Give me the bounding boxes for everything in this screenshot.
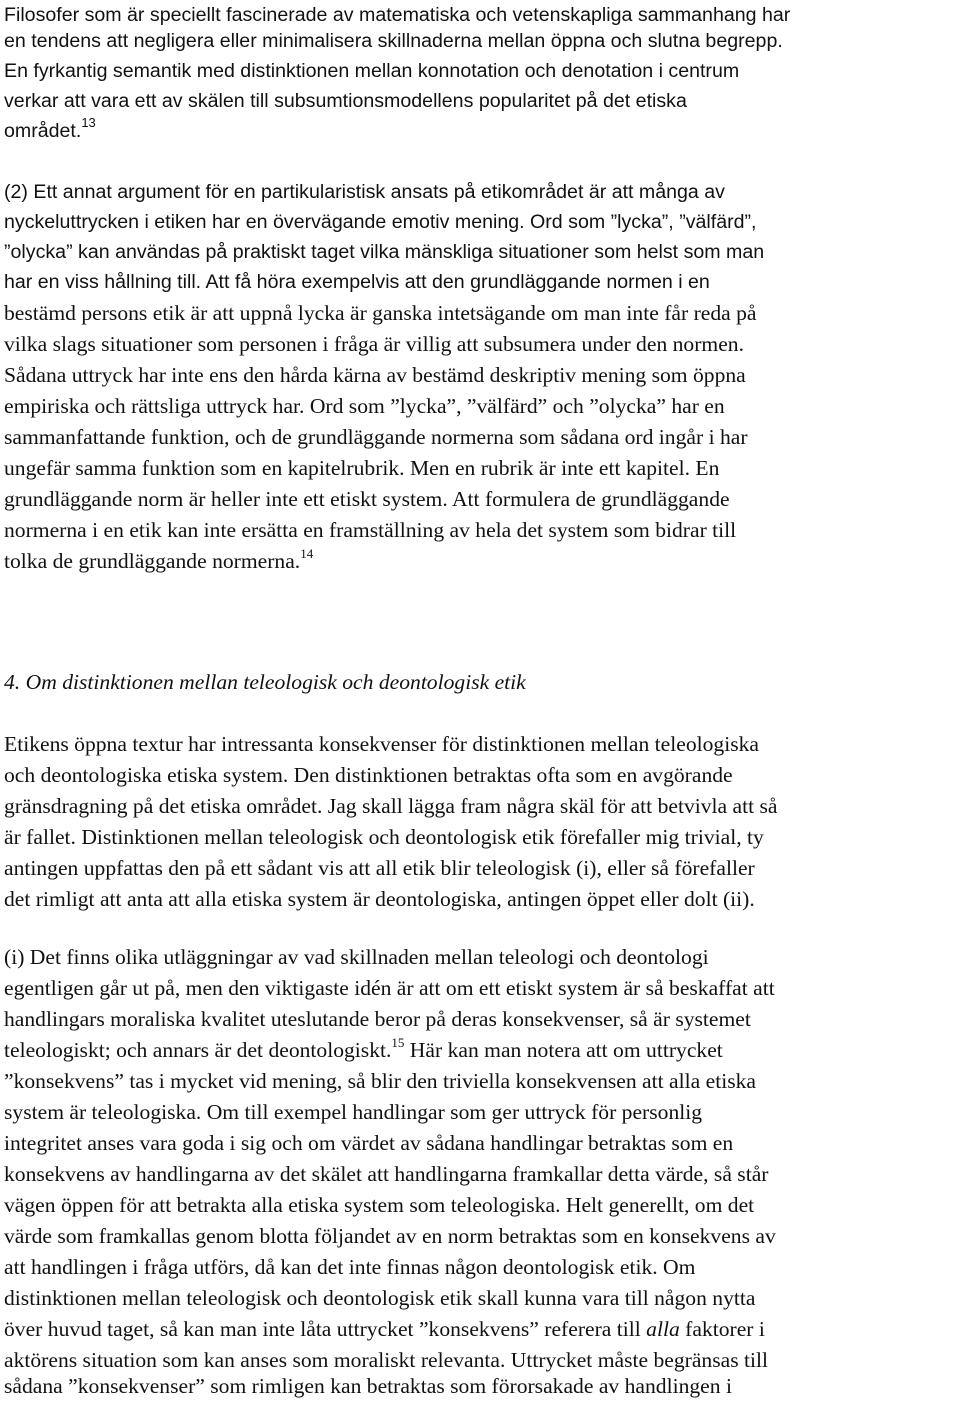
text-line (4, 1314, 765, 1344)
text-line: vägen öppen för att betrakta alla etiska system som teleologiska. Helt generellt, om det (4, 1193, 755, 1217)
text-line (4, 546, 313, 576)
footnote-marker: 14 (300, 546, 314, 561)
text-line: ”olycka” kan användas på praktiskt taget vilka mänskliga situationer som helst som man (4, 241, 765, 263)
text-line: nyckeluttrycken i etiken har en övervägande emotiv mening. Ord som ”lycka”, ”välfärd”, (4, 211, 757, 233)
text-line: (2) Ett annat argument för en partikularistisk ansats på etikområdet är att många av (4, 181, 725, 203)
text-line: integritet anses vara goda i sig och om värdet av sådana handlingar betraktas som en (4, 1131, 734, 1155)
text-line: Filosofer som är speciellt fascinerade av matematiska och vetenskapliga sammanhang har (4, 4, 791, 26)
text-line: antingen uppfattas den på ett sådant vis att all etik blir teleologisk (i), eller så förefaller (4, 856, 755, 880)
text-line: normerna i en etik kan inte ersätta en framställning av hela det system som bidrar till (4, 518, 737, 542)
text-line: vilka slags situationer som personen i fråga är villig att subsumera under den normen. (4, 332, 744, 356)
footnote-marker: 15 (391, 1035, 405, 1050)
line-text: området. (4, 120, 82, 142)
emphasis-text: alla (646, 1317, 680, 1341)
text-line (4, 116, 96, 146)
text-line: och deontologiska etiska system. Den distinktionen betraktas ofta som en avgörande (4, 763, 733, 787)
line-text: teleologiskt; och annars är det deontologiskt. (4, 1038, 392, 1062)
line-text: över huvud taget, så kan man inte låta uttrycket ”konsekvens” referera till (4, 1317, 647, 1341)
text-line: en tendens att negligera eller minimalisera skillnaderna mellan öppna och slutna begrepp. (4, 30, 783, 52)
text-line: det rimligt att anta att alla etiska system är deontologiska, antingen öppet eller dolt (ii). (4, 887, 755, 911)
section-title: Om distinktionen mellan teleologisk och deontologisk etik (25, 670, 526, 694)
text-line: värde som framkallas genom blotta följandet av en norm betraktas som en konsekvens av (4, 1224, 776, 1248)
text-line: ”konsekvens” tas i mycket vid mening, så blir den triviella konsekvensen att alla etiska (4, 1069, 756, 1093)
line-text: tolka de grundläggande normerna. (4, 549, 301, 573)
text-line (4, 1035, 723, 1065)
text-line: ungefär samma funktion som en kapitelrubrik. Men en rubrik är inte ett kapitel. En (4, 456, 720, 480)
text-line: empiriska och rättsliga uttryck har. Ord som ”lycka”, ”välfärd” och ”olycka” har en (4, 394, 725, 418)
text-line: sådana ”konsekvenser” som rimligen kan betraktas som förorsakade av handlingen i (4, 1374, 732, 1398)
footnote-marker: 13 (81, 115, 96, 130)
text-line: aktörens situation som kan anses som moraliskt relevanta. Uttrycket måste begränsas till (4, 1348, 768, 1372)
text-line: egentligen går ut på, men den viktigaste idén är att om ett etiskt system är så beskaffat att (4, 976, 775, 1000)
line-text: Här kan man notera att om uttrycket (404, 1038, 723, 1062)
text-line: grundläggande norm är heller inte ett etiskt system. Att formulera de grundläggande (4, 487, 730, 511)
text-line: konsekvens av handlingarna av det skälet att handlingarna framkallar detta värde, så står (4, 1162, 769, 1186)
text-line: Sådana uttryck har inte ens den hårda kärna av bestämd deskriptiv mening som öppna (4, 363, 746, 387)
text-line: bestämd persons etik är att uppnå lycka är ganska intetsägande om man inte får reda på (4, 301, 757, 325)
text-line: att handlingen i fråga utförs, då kan det inte finnas någon deontologisk etik. Om (4, 1255, 696, 1279)
line-text: faktorer i (679, 1317, 765, 1341)
text-line: En fyrkantig semantik med distinktionen mellan konnotation och denotation i centrum (4, 60, 740, 82)
text-line: system är teleologiska. Om till exempel handlingar som ger uttryck för personlig (4, 1100, 703, 1124)
text-line: Etikens öppna textur har intressanta konsekvenser för distinktionen mellan teleologiska (4, 732, 759, 756)
section-heading (4, 667, 526, 697)
text-line: handlingars moraliska kvalitet uteslutande beror på deras konsekvenser, så är systemet (4, 1007, 751, 1031)
text-line: är fallet. Distinktionen mellan teleologisk och deontologisk etik förefaller mig trivial, ty (4, 825, 764, 849)
text-line: verkar att vara ett av skälen till subsumtionsmodellens popularitet på det etiska (4, 90, 687, 112)
text-line: gränsdragning på det etiska området. Jag skall lägga fram några skäl för att betvivla att så (4, 794, 778, 818)
text-line: distinktionen mellan teleologisk och deontologisk etik skall kunna vara till någon nytta (4, 1286, 756, 1310)
text-line: har en viss hållning till. Att få höra exempelvis att den grundläggande normen i en (4, 271, 710, 293)
text-line: sammanfattande funktion, och de grundläggande normerna som sådana ord ingår i har (4, 425, 748, 449)
section-number: 4. (4, 670, 21, 694)
text-line: (i) Det finns olika utläggningar av vad skillnaden mellan teleologi och deontologi (4, 945, 709, 969)
